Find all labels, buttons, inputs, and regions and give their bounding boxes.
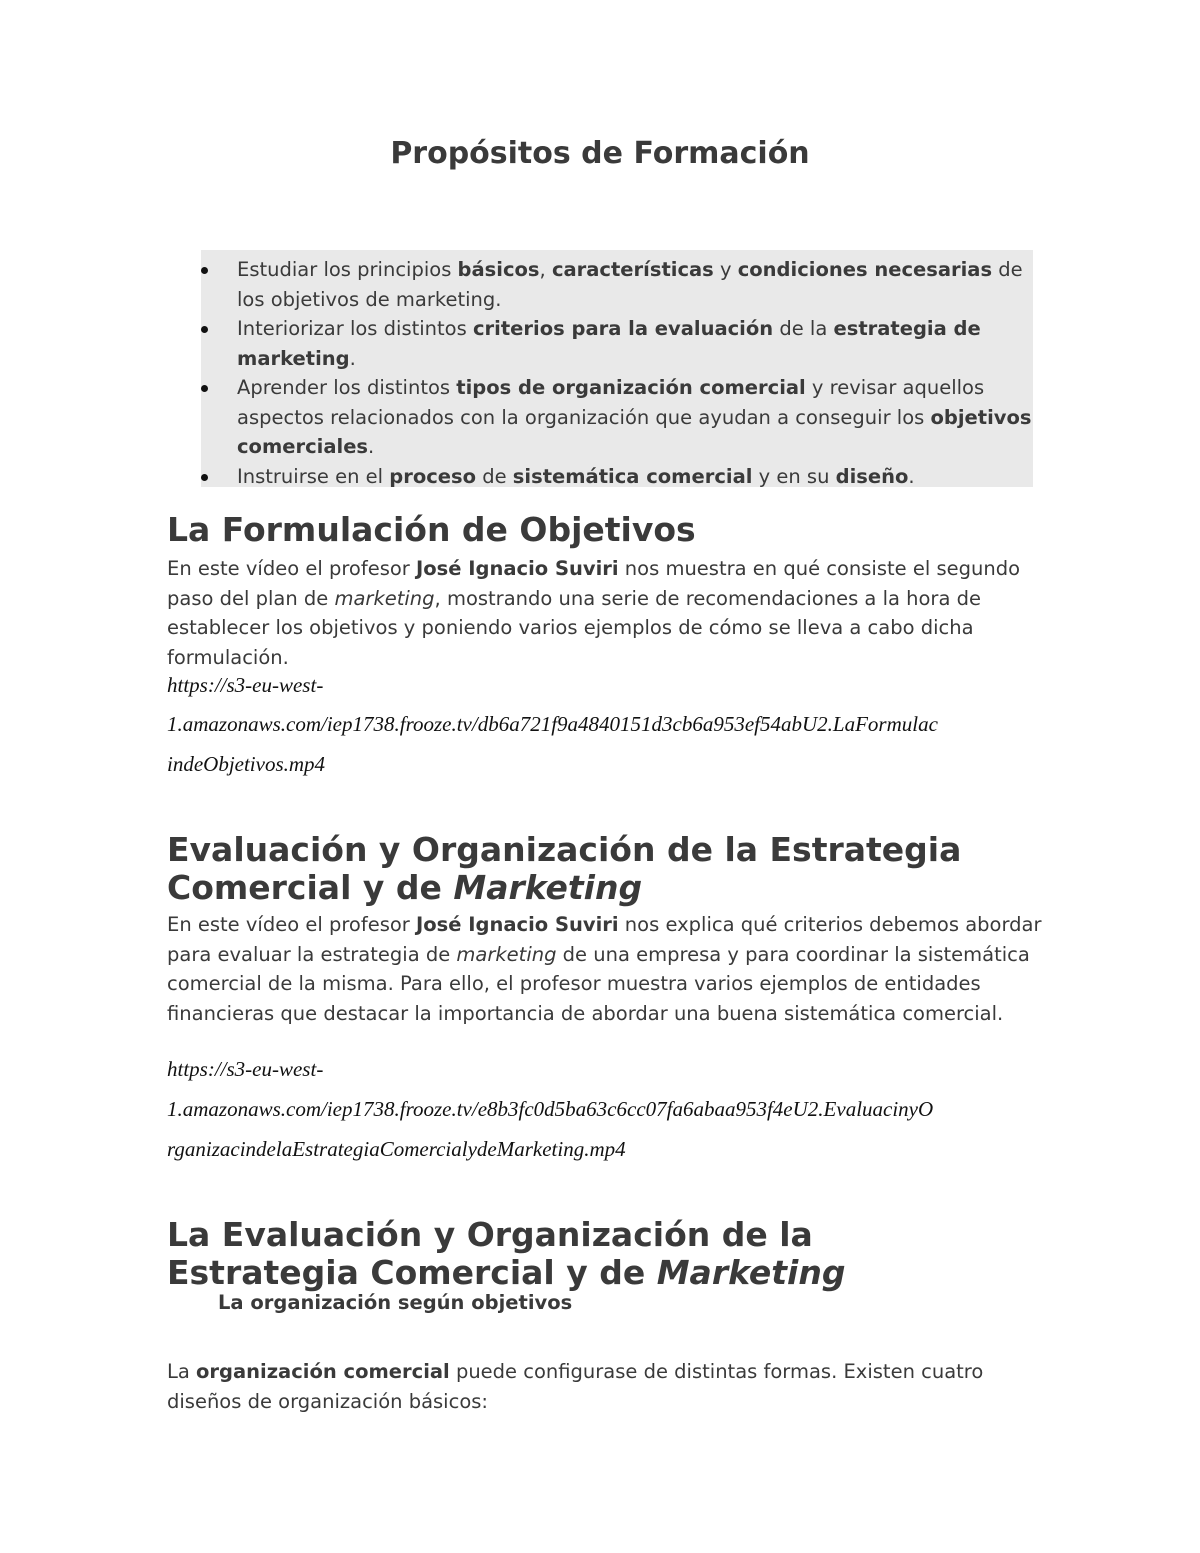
document-title: Propósitos de Formación (390, 136, 810, 171)
section-heading-organizacion (167, 1216, 1047, 1292)
paragraph-text: En este vídeo el profesor (167, 913, 417, 936)
paragraph-text: nos muestra en qué consiste el segundo paso del plan de (167, 557, 1021, 610)
purpose-text: Interiorizar los distintos (237, 317, 473, 340)
professor-name: José Ignacio Suviri (416, 557, 619, 580)
purposes-box (201, 250, 1033, 487)
paragraph-text: puede configurase de distintas formas. Existen cuatro diseños de organización básicos: (167, 1360, 984, 1413)
purpose-item (201, 314, 1033, 373)
purpose-text: y en su (752, 464, 836, 488)
purpose-text: de la (773, 317, 834, 340)
purpose-text: Instruirse en el (237, 464, 390, 488)
paragraph-bold-text: organización comercial (196, 1360, 450, 1383)
heading-text: La Evaluación y Organización de la (167, 1215, 813, 1254)
purpose-bold-text: diseño (835, 464, 909, 488)
purpose-item (201, 255, 1033, 314)
purpose-text: , (539, 258, 552, 281)
purpose-text: . (368, 435, 375, 458)
video-link[interactable]: 1.amazonaws.com/iep1738.frooze.tv/e8b3fc0d5ba63c6cc07fa6abaa953f4eU2.EvaluacinyO (167, 1097, 934, 1121)
purposes-list (201, 255, 1033, 491)
section-paragraph (167, 1357, 1047, 1416)
heading-emphasis: Marketing (656, 1253, 846, 1292)
professor-name: José Ignacio Suviri (416, 913, 619, 936)
purpose-bold-text: proceso (389, 464, 477, 488)
purpose-bold-text: tipos de organización comercial (456, 376, 806, 399)
paragraph-text: En este vídeo el profesor (167, 557, 417, 580)
bullet-icon (201, 385, 208, 392)
purpose-bold-text: objetivos comerciales (237, 405, 1032, 458)
section-paragraph (167, 554, 1047, 672)
paragraph-emphasis: marketing (456, 942, 557, 966)
paragraph-text: de una empresa y para coordinar la sistemática comercial de la misma. Para ello, el profesor muestra varios ejemplos de entidades financieras que destacar la importancia de abordar una buena sistemática comercial. (167, 942, 1030, 1025)
purpose-bold-text: estrategia de marketing (237, 317, 981, 370)
heading-text: Estrategia Comercial y de (167, 1253, 657, 1292)
purpose-text: y revisar aquellos aspectos relacionados con la organización que ayudan a conseguir los (237, 376, 985, 429)
purpose-bold-text: sistemática comercial (512, 464, 753, 488)
purpose-text: Estudiar los principios (237, 258, 458, 281)
purpose-bold-text: básicos (457, 258, 540, 281)
bullet-icon (201, 326, 208, 333)
purpose-text: de (476, 464, 513, 488)
purpose-bold-text: condiciones necesarias (737, 258, 993, 281)
purpose-text: de los objetivos de marketing. (237, 258, 1023, 311)
video-link[interactable]: 1.amazonaws.com/iep1738.frooze.tv/db6a721f9a4840151d3cb6a953ef54abU2.LaFormulac (167, 712, 938, 736)
heading-emphasis: Marketing (453, 868, 643, 907)
purpose-text: y (713, 258, 738, 281)
purpose-text: . (349, 346, 356, 370)
video-link[interactable]: https://s3-eu-west- (167, 1057, 324, 1081)
video-link[interactable]: rganizacindelaEstrategiaComercialydeMarketing.mp4 (167, 1137, 626, 1161)
paragraph-text: nos explica qué criterios debemos abordar para evaluar la estrategia de (167, 913, 1042, 966)
video-link[interactable]: indeObjetivos.mp4 (167, 752, 326, 776)
paragraph-text: La (167, 1360, 197, 1383)
purpose-text: . (908, 464, 915, 488)
bullet-icon (201, 267, 208, 274)
purpose-text: Aprender los distintos (237, 376, 457, 399)
video-link[interactable]: https://s3-eu-west- (167, 673, 324, 697)
purpose-item (201, 373, 1033, 462)
heading-text: Comercial y de (167, 868, 454, 907)
heading-text: Evaluación y Organización de la Estrategia (167, 830, 962, 869)
section-heading-formulacion: La Formulación de Objetivos (167, 510, 696, 549)
subheading: La organización según objetivos (218, 1291, 573, 1314)
bullet-icon (201, 474, 208, 481)
paragraph-text: , mostrando una serie de recomendaciones a la hora de establecer los objetivos y poniendo varios ejemplos de cómo se lleva a cabo dicha formulación. (167, 586, 981, 669)
purpose-bold-text: criterios para la evaluación (472, 317, 774, 340)
purpose-item (201, 462, 1033, 492)
paragraph-emphasis: marketing (334, 586, 435, 610)
section-paragraph (167, 910, 1047, 1028)
section-heading-evaluacion (167, 831, 1047, 907)
purpose-bold-text: características (551, 258, 714, 281)
